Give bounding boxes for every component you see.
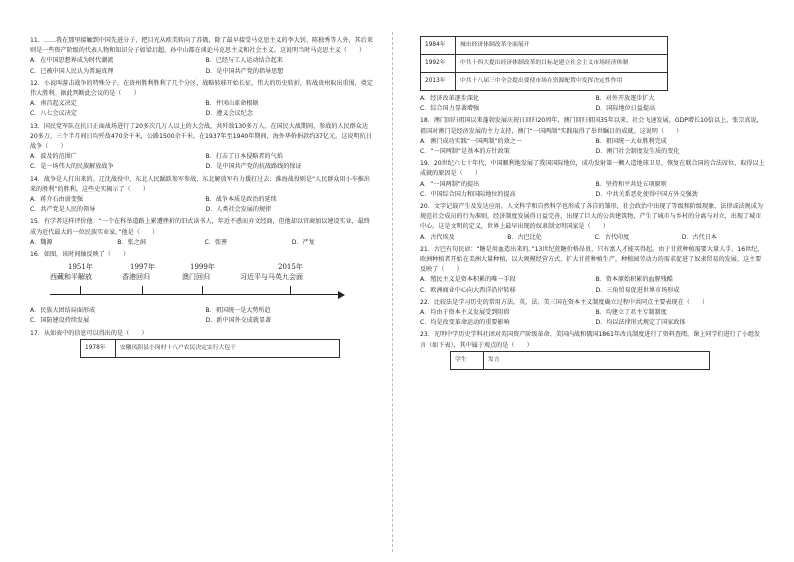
option-a: A．南昌起义决定 — [30, 100, 77, 108]
option-a: A．蒋介石由弱变强 — [30, 196, 83, 204]
question-21 — [420, 245, 765, 296]
table-cell-text: 中共十四大提出经济体制改革的目标是建立社会主义市场经济体制 — [456, 55, 668, 73]
question-18 — [420, 116, 765, 157]
question-stem: 20．文字记载产生及发达应用，人文科学和自然科学也形成了各自的雏形，社会政治中出现了等级和阶级现象，法律或法规成为规范社会成员的行为准则，经济制度发展得日益完善，出现了巨大的公共建筑物，产生了城市与乡村的分离与对立，出现了城市中心。这是文明的定义，世界上最早出现的奴隶制文明国家是（ ） — [420, 203, 763, 231]
option-b: B．打击了日本侵略者的气焰 — [205, 153, 283, 161]
table-row — [421, 37, 668, 55]
timeline-event: 香港回归 — [122, 273, 150, 282]
right-column — [420, 36, 765, 372]
option-c: C．张謇 — [204, 238, 228, 246]
option-d: D．遵义会议纪念 — [205, 110, 253, 118]
option-a: A．均由于资本主义发展受到阻碍 — [420, 309, 510, 317]
table-cell-year: 1978年 — [81, 339, 116, 357]
table-row — [81, 339, 340, 357]
question-stem: 17．从如表中的信息可以得出的是（ ） — [30, 329, 148, 337]
option-b: B．均建立了君主专制制度 — [595, 309, 667, 317]
timeline-year: 1997年 — [130, 263, 155, 272]
options — [420, 180, 765, 200]
option-d: D．中共关系恶化使得中国方外交强劲 — [595, 190, 698, 198]
option-c: C．共产党是人民的领导 — [30, 206, 96, 214]
timeline-event: 习近平与马英九会面 — [240, 273, 303, 282]
reform-table-continued — [420, 36, 668, 91]
options — [30, 306, 375, 326]
option-d: D．澳门社会制度发生质的变化 — [595, 148, 680, 156]
option-b: B．祖国统一大业胜利完成 — [595, 137, 667, 145]
table-cell-year: 2013年 — [421, 73, 456, 91]
question-16 — [30, 250, 375, 327]
question-stem: 13．国民党军队在抗日正面战场进行了20多次几万人以上的大会战，共歼敌130多万人。在国民大战期间，参战的人民群众达20多万，三个半月间日均歼敌470余千米，公路1500余千米。在1937年至1940年期间，海外华侨捐款约37亿元。这说明抗日战争（ ） — [30, 122, 372, 151]
timeline-tick — [202, 286, 203, 294]
question-12 — [30, 79, 375, 120]
question-13 — [30, 122, 375, 173]
options — [420, 233, 765, 243]
timeline-tick — [80, 286, 81, 294]
question-stem: 11．……我在那里接触到中国先进分子，把目光从欧美转向了苏俄，除了最早接受马克思主义的李大钊、陈独秀等人外，其后来则是一些资产阶级的代表人物和知识分子如梁启超、孙中山都在谈论马克思主义和社会主义。这说明当时马克思主义（ ） — [30, 37, 373, 55]
option-d: D．古代日本 — [681, 233, 717, 241]
option-c: C．综合国力显著增强 — [420, 105, 480, 113]
question-17 — [30, 329, 375, 358]
table-row — [421, 55, 668, 73]
option-d: D．人类社会发展的规律 — [205, 206, 272, 214]
option-a: A．魏源 — [30, 238, 53, 246]
table-cell-text: 安徽凤阳县小岗村十八户农民决定实行大包干 — [116, 339, 340, 357]
option-a: A．波及的范围广 — [30, 153, 77, 161]
column-divider — [392, 32, 393, 552]
option-b: B．已经与工人运动结合起来 — [205, 57, 283, 65]
options — [420, 308, 765, 328]
table-cell-year: 1992年 — [421, 55, 456, 73]
reform-table — [80, 339, 340, 358]
option-d: D．国际地位日益提高 — [595, 105, 656, 113]
timeline-year: 2015年 — [278, 263, 303, 272]
option-b: B．坚持和平共处五项原则 — [595, 180, 667, 188]
left-column — [30, 36, 375, 360]
option-b: B．资本原始积累的血腥残酷 — [595, 276, 673, 284]
table-header-row — [451, 351, 710, 369]
option-a: A．经济改革逐步深化 — [420, 95, 480, 102]
option-a: A．殖民主义是资本积累的唯一手段 — [420, 276, 516, 284]
option-d: D．三角贸易促进世界市场形成 — [595, 286, 680, 294]
timeline-tick — [290, 286, 291, 294]
table-cell-text: 城市经济体制改革全面展开 — [456, 37, 668, 55]
question-stem: 16．如图，该时间轴反映了（ ） — [30, 251, 130, 259]
question-15 — [30, 217, 375, 248]
option-d: D．均以法律形式规定了国家政体 — [595, 319, 686, 327]
question-22 — [420, 298, 765, 329]
question-17-options — [420, 94, 765, 114]
option-b: B．张之洞 — [117, 238, 146, 246]
option-a: A．在中国思想界成为时代潮流 — [30, 57, 114, 65]
option-c: C．中国综合国力和国际地位的提高 — [420, 190, 516, 198]
options — [30, 238, 375, 248]
option-b: B．战争本质是政治的延续 — [205, 196, 277, 204]
option-a: A．澳门成功实践“一国两制”的效之一 — [420, 137, 522, 145]
option-a: A．“一国两制”的提出 — [420, 180, 480, 188]
student-table — [450, 351, 710, 370]
option-d: D．是中国共产党的指导思想 — [205, 67, 284, 75]
option-b: B．古巴比伦 — [507, 233, 542, 241]
option-c: C．是一场伟大的民族解放战争 — [30, 163, 114, 171]
option-c: C．国防建设持续发展 — [30, 317, 90, 325]
option-b: B．井冈山革命根据 — [205, 100, 259, 108]
question-23 — [420, 330, 765, 369]
table-header-student: 学生 — [451, 351, 484, 369]
timeline-event: 西藏和平解放 — [50, 273, 92, 282]
question-14 — [30, 175, 375, 216]
question-stem: 21．古巴有句民谚：“糖是用血造出来的。”13世纪蔗糖价格昂贵，只有富人才能买得起。由于甘蔗种植需要大量人手，16世纪，欧洲种植者开始在美洲大量种植，以大规模经营方式，扩大甘蔗种植生产，种植园劳动力的需求促进了奴隶贸易的发展。这主要反映了（ ） — [420, 245, 764, 274]
option-a: A．古代埃及 — [420, 233, 455, 241]
option-c: C．八七会议决定 — [30, 110, 77, 118]
options — [420, 137, 765, 157]
question-stem: 22．比较法是学习历史的常用方法。英、法、美三国在资本主义制度确立过程中共同点主要表现在（ ） — [420, 298, 709, 306]
option-d: D．新中国外交成就显著 — [205, 317, 272, 325]
table-cell-year: 1984年 — [421, 37, 456, 55]
option-b: B．祖国统一是大势所趋 — [205, 307, 271, 315]
timeline-year: 1999年 — [190, 263, 215, 272]
option-c: C．欧洲商业中心向大西洋沿岸转移 — [420, 286, 516, 294]
options — [30, 195, 375, 215]
timeline-figure — [50, 262, 350, 304]
option-c: C．“一国两制”是基本的方针政策 — [420, 148, 510, 156]
question-stem: 15．有学者这样评价他：“一个在科举道路上累遭挫折的旧式读书人，年近不惑而弃文经商，但他却以官商加以建设实业，最终成为近代最大的一位民族实业家。”他是（ ） — [30, 218, 370, 236]
options — [30, 56, 375, 76]
option-a: A．民族大团结局面形成 — [30, 307, 96, 315]
table-header-speech: 发言 — [484, 351, 710, 369]
timeline-tick — [142, 286, 143, 294]
timeline-arrow-icon — [338, 291, 345, 299]
question-11 — [30, 36, 375, 77]
options — [420, 275, 765, 295]
question-stem: 23．光明中学历史学科社团对英国资产阶级革命、美国内战和俄国1861年改良制度进行了资料查阅，课上同学们进行了小组发言（如下表），其中属于观点的是（ ） — [420, 331, 761, 349]
option-c: C．均是改变革命运动的重要影响 — [420, 319, 510, 327]
option-c: C．古代印度 — [594, 233, 630, 241]
question-20 — [420, 202, 765, 243]
option-b: B．对外开放逐步扩大 — [595, 95, 655, 102]
question-stem: 14．战争是人打出来的。辽沈战役中，东北人民踊跃参军参战，东北解放军有力援打过去；淮海战役则是“人民群众用小车推出来的胜利”的胜利。这些史实揭示了（ ） — [30, 175, 370, 193]
option-c: C．已被中国人民认为普遍真理 — [30, 67, 114, 75]
question-stem: 12．小说叫游击战争的特殊分子，在贵州胜利胜利了几个分区，战略转移开始长征，伟大的历史转折，转战贵州取出重围，奠定伟大胜利。据此判断此会议的是（ ） — [30, 79, 373, 98]
question-stem: 19．20世纪六七十年代，中国顺利地发展了我国国际地位，成功发射第一颗人造地球卫星，恢复在联合国的合法席位，取得以上成就的原因是（ ） — [420, 160, 765, 178]
timeline-axis — [50, 294, 340, 295]
option-d: D．严复 — [291, 238, 315, 246]
question-19 — [420, 159, 765, 200]
options — [30, 99, 375, 119]
table-cell-text: 中共十八届三中全会提出要使市场在资源配置中发挥决定性作用 — [456, 73, 668, 91]
options — [30, 152, 375, 172]
option-d: D．是中国共产党的抗战路线的保证 — [205, 163, 302, 171]
table-row — [421, 73, 668, 91]
timeline-event: 澳门回归 — [182, 273, 210, 282]
timeline-year: 1951年 — [68, 263, 93, 272]
question-stem: 18．澳门回归祖国以来蓬勃发展庆祝日回归20周年，澳门回归祖国35年以来，社会飞速发展，GDP增长10倍以上，张宗真说，祖国对澳门是经济发展的主力支持，澳门“一国两制”实践取得了举世瞩目的成就。这说明（ ） — [420, 117, 763, 135]
